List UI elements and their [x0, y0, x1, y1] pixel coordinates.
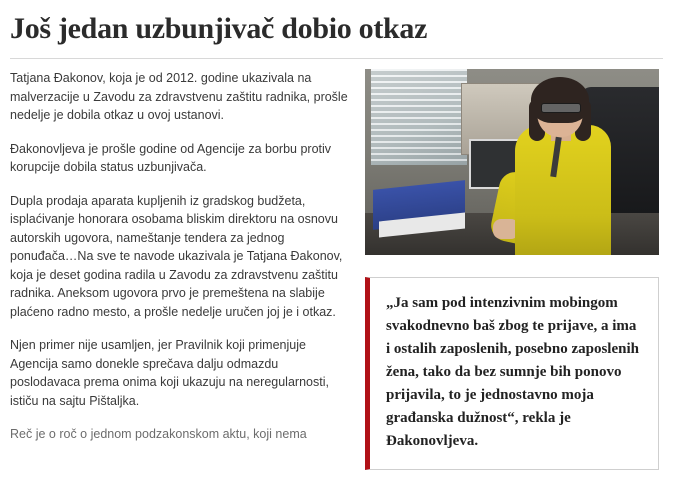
- photo-window-blind: [371, 69, 467, 165]
- paragraph-5: Reč je o roč o jednom podzakonskom aktu, koji nema: [10, 427, 307, 441]
- page-title: Još jedan uzbunjivač dobio otkaz: [10, 12, 428, 45]
- title-divider: [10, 58, 663, 59]
- article-content: [10, 69, 663, 470]
- paragraph-3: Dupla prodaja aparata kupljenih iz gradskog budžeta, isplaćivanje honorara osobama bliskim direktoru na osnovu autorskih ugovora, nameštanje tendera za jednog ponuđača…Na sve te navode ukazivala je Tatjana Đakonov, koja je deset godina radila u Zavodu za zdravstvenu zaštitu radnika. Aneksom ugovora prvo je premeštena na slabije plaćeno radno mesto, a prošle nedelje uručen joj je i otkaz.: [10, 193, 343, 319]
- article-body: [10, 69, 351, 444]
- pull-quote-text: „Ja sam pod intenzivnim mobingom svakodnevno baš zbog te prijave, a ima i ostalih zaposlenih, posebno zaposlenih žena, tako da bez sumnje bih ponovo prijavila, to je jednostavno moja građanska dužnost“, rekla je Đakonovljeva.: [386, 295, 639, 449]
- article-photo: [365, 69, 659, 255]
- article-page: [0, 12, 673, 481]
- article-body-column: [10, 69, 365, 444]
- paragraph-1: Tatjana Đakonov, koja je od 2012. godine ukazivala na malverzacije u Zavodu za zdravstvenu zaštitu radnika, prošle nedelje je dobila otkaz u ovoj ustanovi.: [10, 71, 348, 122]
- article-media-column: [365, 69, 659, 470]
- photo-person-glasses: [541, 103, 581, 113]
- pull-quote: [365, 277, 659, 470]
- paragraph-2: Đakonovljeva je prošle godine od Agencije za borbu protiv korupcije dobila status uzbunjivača.: [10, 141, 332, 174]
- photo-person-hair: [531, 77, 589, 123]
- paragraph-4: Njen primer nije usamljen, jer Pravilnik koji primenjuje Agencija samo donekle sprečava dalju odmazdu poslodavaca prema onima koji ukazuju na neregularnosti, ističu na sajtu Pištaljka.: [10, 338, 329, 408]
- photo-person-body: [515, 125, 611, 255]
